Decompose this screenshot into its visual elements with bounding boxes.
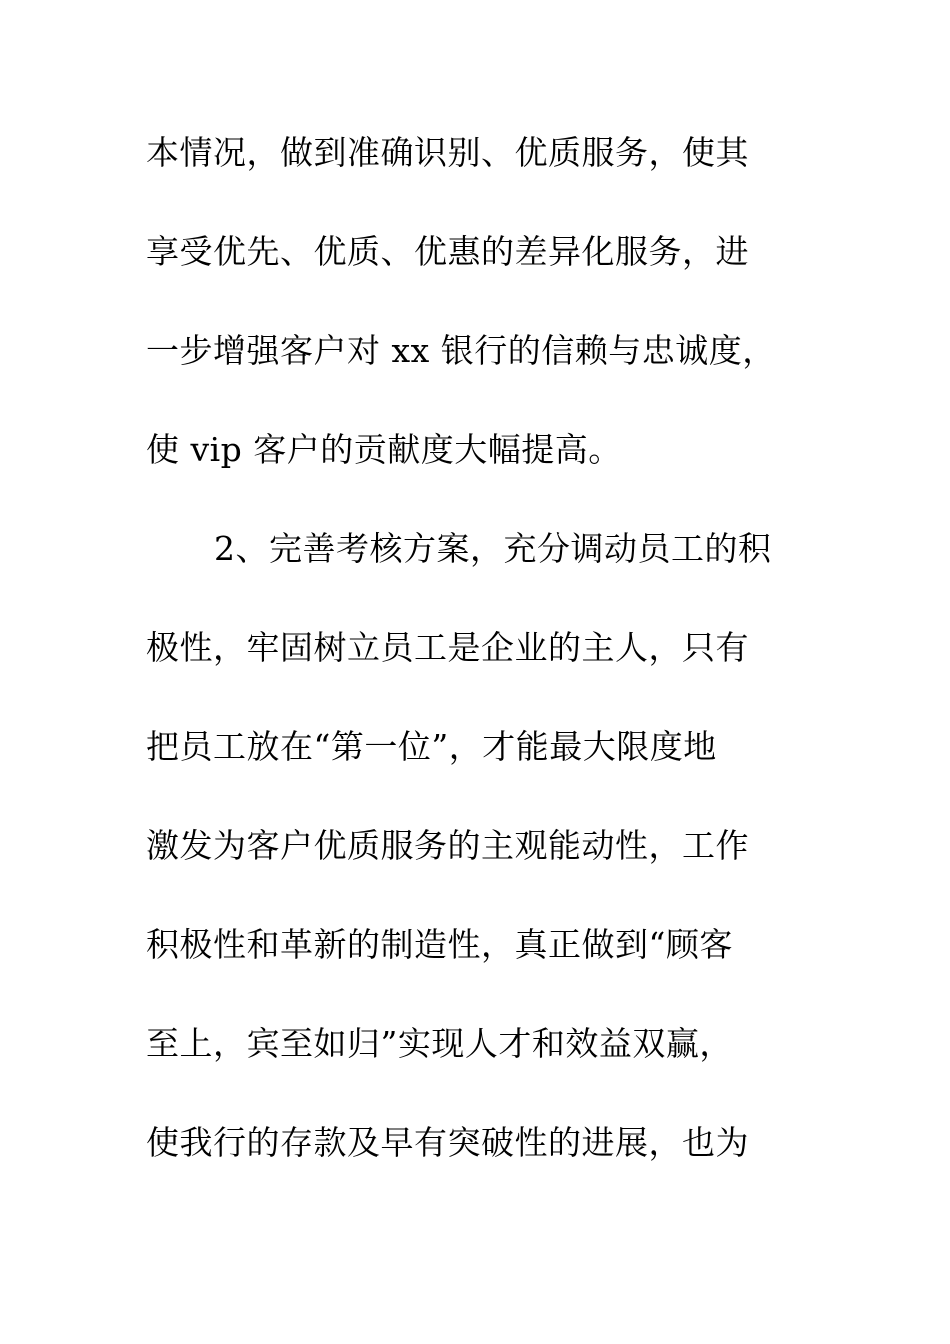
text-line-10: 至上，宾至如归”实现人才和效益双赢，	[146, 1024, 733, 1063]
text-line-9: 积极性和革新的制造性，真正做到“顾客	[146, 925, 733, 964]
text-line-2: 享受优先、优质、优惠的差异化服务，进	[146, 232, 749, 271]
text-line-11: 使我行的存款及早有突破性的进展，也为	[146, 1123, 749, 1162]
text-line-3: 一步增强客户对 xx 银行的信赖与忠诚度，	[146, 331, 776, 370]
text-line-1: 本情况，做到准确识别、优质服务，使其	[146, 133, 749, 172]
text-line-4: 使 vip 客户的贡献度大幅提高。	[146, 430, 622, 469]
text-line-5: 2、完善考核方案，充分调动员工的积	[214, 529, 772, 568]
text-line-7: 把员工放在“第一位”，才能最大限度地	[146, 727, 717, 766]
text-line-8: 激发为客户优质服务的主观能动性，工作	[146, 826, 749, 865]
text-line-6: 极性，牢固树立员工是企业的主人，只有	[146, 628, 749, 667]
